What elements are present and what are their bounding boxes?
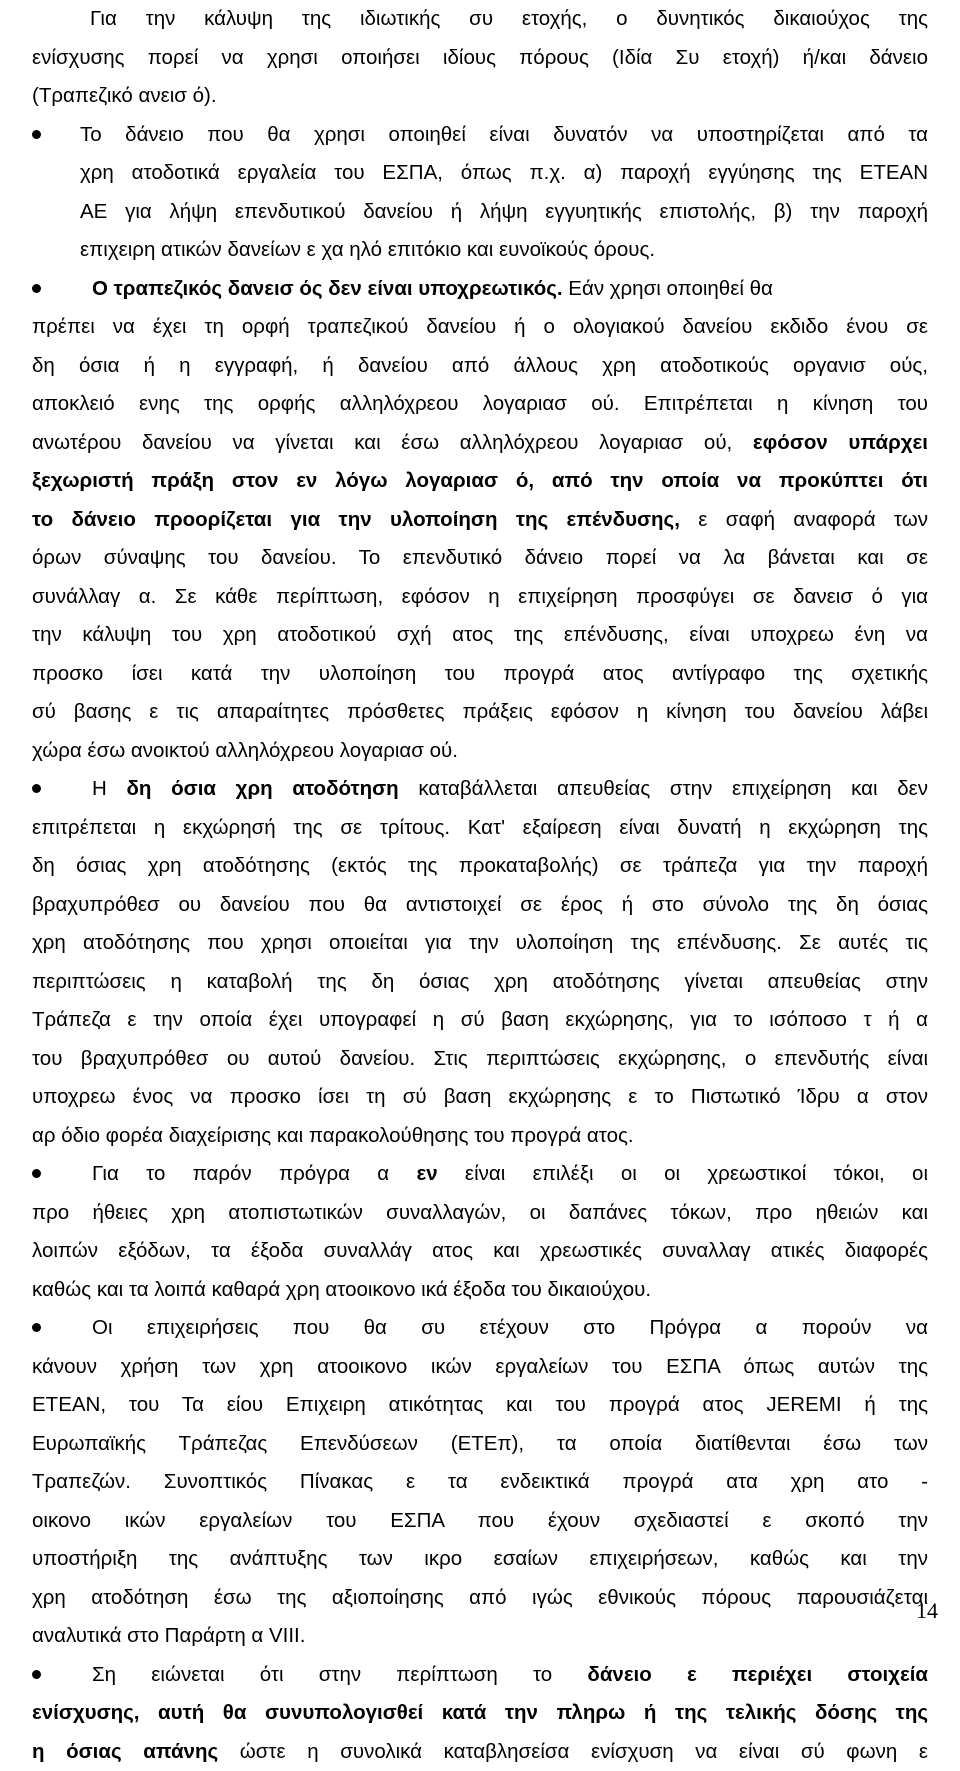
text-segment: πρέπει να έχει τη ορφή τραπεζικού δανείου ή ο ολογιακού δανείου εκδιδο ένου σε <box>32 315 928 338</box>
text-line <box>80 116 928 154</box>
text-line <box>32 886 928 924</box>
text-segment: προ ήθειες χρη ατοπιστωτικών συναλλαγών, οι δαπάνες τόκων, προ ηθειών και <box>32 1200 928 1224</box>
text-segment: ΕΤΕΑΝ, του Τα είου Επιχειρη ατικότητας και του προγρά ατος JEREMI ή της <box>32 1393 928 1416</box>
text-segment: Τραπεζών. Συνοπτικός Πίνακας ε τα ενδεικτικά προγρά ατα χρη ατο - <box>32 1470 928 1493</box>
text-line <box>32 847 928 885</box>
text-segment: χώρα έσω ανοικτού αλληλόχρεου λογαριασ ού. <box>32 738 458 762</box>
bullet-icon <box>32 1670 41 1679</box>
text-line <box>32 77 928 115</box>
text-segment: επιχειρη ατικών δανείων ε χα ηλό επιτόκιο και ευνοϊκούς όρους. <box>80 238 656 261</box>
text-segment: Για την κάλυψη της ιδιωτικής συ ετοχής, ο δυνητικός δικαιούχος της <box>90 7 928 30</box>
text-segment: είναι επιλέξι οι οι χρεωστικοί τόκοι, οι <box>437 1162 928 1185</box>
text-line <box>32 39 928 77</box>
bullet-icon <box>32 1323 41 1332</box>
text-segment: σύ βασης ε τις απαραίτητες πρόσθετες πράξεις εφόσον η κίνηση του δανείου λάβει <box>32 700 928 723</box>
bold-text: εφόσον υπάρχει <box>752 430 928 454</box>
bold-text: Ο τραπεζικός δανεισ ός δεν είναι υποχρεωτικός. <box>92 276 563 300</box>
text-segment: περιπτώσεις η καταβολή της δη όσιας χρη ατοδότησης γίνεται απευθείας στην <box>32 969 928 993</box>
text-segment: χρη ατοδότηση έσω της αξιοποίησης από ιγώς εθνικούς πόρους παρουσιάζεται <box>32 1585 928 1609</box>
text-line <box>32 1001 928 1039</box>
text-line <box>32 1463 928 1501</box>
page-number: 14 <box>916 1598 938 1623</box>
text-line <box>32 1040 928 1078</box>
text-segment: Η <box>92 777 127 800</box>
bullet-icon <box>32 784 41 793</box>
text-segment: δη όσια ή η εγγραφή, ή δανείου από άλλους χρη ατοδοτικούς οργανισ ούς, <box>32 353 928 377</box>
bullet-icon <box>32 130 41 139</box>
text-segment: (Τραπεζικό ανεισ ό). <box>32 84 217 107</box>
text-line <box>80 231 928 269</box>
text-line <box>32 578 928 616</box>
bold-text: δη όσια χρη ατοδότηση <box>126 777 399 800</box>
text-segment: Το δάνειο που θα χρησι οποιηθεί είναι δυνατόν να υποστηρίζεται από τα <box>80 122 928 146</box>
text-line <box>80 193 928 231</box>
bullet-icon <box>32 284 41 293</box>
text-line <box>32 1733 928 1771</box>
bold-text: η όσιας απάνης <box>32 1739 219 1763</box>
text-line <box>32 347 928 385</box>
text-line <box>92 1309 928 1347</box>
text-segment: λοιπών εξόδων, τα έξοδα συναλλάγ ατος και χρεωστικές συναλλαγ ατικές διαφορές <box>32 1239 928 1262</box>
text-line <box>32 732 928 770</box>
text-segment: χρη ατοδοτικά εργαλεία του ΕΣΠΑ, όπως π.χ. α) παροχή εγγύησης της ΕΤΕΑΝ <box>80 161 928 184</box>
bullet-icon <box>32 1169 41 1178</box>
text-line <box>32 1386 928 1424</box>
text-line <box>32 655 928 693</box>
text-segment: όρων σύναψης του δανείου. Το επενδυτικό δάνειο πορεί να λα βάνεται και σε <box>32 546 928 569</box>
text-line <box>92 770 928 808</box>
text-segment: υποχρεω ένος να προσκο ίσει τη σύ βαση εκχώρησης ε το Πιστωτικό Ίδρυ α στον <box>32 1085 928 1108</box>
text-line <box>32 539 928 577</box>
text-line <box>32 385 928 423</box>
text-segment: ανωτέρου δανείου να γίνεται και έσω αλληλόχρεου λογαριασ ού, <box>32 430 753 454</box>
text-segment: καταβάλλεται απευθείας στην επιχείρηση και δεν <box>398 777 928 800</box>
text-line <box>32 424 928 462</box>
text-segment: ενίσχυσης πορεί να χρησι οποιήσει ιδίους πόρους (Ιδία Συ ετοχή) ή/και δάνειο <box>32 45 928 69</box>
text-segment: του βραχυπρόθεσ ου αυτού δανείου. Στις περιπτώσεις εκχώρησης, ο επενδυτής είναι <box>32 1046 928 1070</box>
text-segment: βραχυπρόθεσ ου δανείου που θα αντιστοιχεί σε έρος ή στο σύνολο της δη όσιας <box>32 892 928 916</box>
text-segment: αποκλειό ενης της ορφής αλληλόχρεου λογαριασ ού. Επιτρέπεται η κίνηση του <box>32 392 928 415</box>
bold-text: το δάνειο προορίζεται για την υλοποίηση της επένδυσης, <box>32 507 680 531</box>
text-segment: οικονο ικών εργαλείων του ΕΣΠΑ που έχουν σχεδιαστεί ε σκοπό την <box>32 1508 928 1532</box>
text-segment: χρη ατοδότησης που χρησι οποιείται για την υλοποίηση της επένδυσης. Σε αυτές τις <box>32 931 928 954</box>
text-line <box>80 154 928 192</box>
text-segment: ώστε η συνολικά καταβλησείσα ενίσχυση να είναι σύ φωνη ε <box>218 1739 928 1763</box>
text-line <box>32 1694 928 1732</box>
text-segment: αρ όδιο φορέα διαχείρισης και παρακολούθησης του προγρά ατος. <box>32 1123 634 1147</box>
text-segment: Ευρωπαϊκής Τράπεζας Επενδύσεων (ΕΤΕπ), τα οποία διατίθενται έσω των <box>32 1431 928 1455</box>
text-line <box>32 1348 928 1386</box>
bold-text: εν <box>416 1162 438 1185</box>
text-line <box>32 616 928 654</box>
text-segment: συνάλλαγ α. Σε κάθε περίπτωση, εφόσον η επιχείρηση προσφύγει σε δανεισ ό για <box>32 584 928 608</box>
text-segment: καθώς και τα λοιπά καθαρά χρη ατοοικονο ικά έξοδα του δικαιούχου. <box>32 1277 652 1301</box>
text-line <box>32 1194 928 1232</box>
text-line <box>32 963 928 1001</box>
text-segment: αναλυτικά στο Παράρτη α VIII. <box>32 1624 306 1647</box>
text-segment: Οι επιχειρήσεις που θα συ ετέχουν στο Πρόγρα α πορούν να <box>92 1316 928 1339</box>
bold-text: ενίσχυσης, αυτή θα συνυπολογισθεί κατά την πληρω ή της τελικής δόσης της <box>32 1701 928 1724</box>
text-line <box>32 1502 928 1540</box>
text-segment: Εάν χρησι οποιηθεί θα <box>562 276 773 300</box>
text-segment: κάνουν χρήση των χρη ατοοικονο ικών εργαλείων του ΕΣΠΑ όπως αυτών της <box>32 1354 928 1378</box>
text-line <box>32 924 928 962</box>
text-segment: προσκο ίσει κατά την υλοποίηση του προγρά ατος αντίγραφο της σχετικής <box>32 661 928 685</box>
text-line <box>32 1425 928 1463</box>
text-line <box>90 0 928 38</box>
text-segment: δη όσιας χρη ατοδότησης (εκτός της προκαταβολής) σε τράπεζα για την παροχή <box>32 854 928 877</box>
text-segment: υποστήριξη της ανάπτυξης των ικρο εσαίων επιχειρήσεων, καθώς και την <box>32 1547 928 1570</box>
bold-text: ξεχωριστή πράξη στον εν λόγω λογαριασ ό, από την οποία να προκύπτει ότι <box>32 469 928 492</box>
text-line <box>32 501 928 539</box>
text-line <box>92 1656 928 1694</box>
text-segment: επιτρέπεται η εκχώρησή της σε τρίτους. Κατ' εξαίρεση είναι δυνατή η εκχώρηση της <box>32 815 928 839</box>
text-line <box>32 809 928 847</box>
text-line <box>32 1232 928 1270</box>
text-line <box>32 1540 928 1578</box>
bold-text: δάνειο ε περιέχει στοιχεία <box>587 1662 928 1686</box>
text-line <box>92 1155 928 1193</box>
text-line <box>92 270 928 308</box>
text-segment: την κάλυψη του χρη ατοδοτικού σχή ατος της επένδυσης, είναι υποχρεω ένη να <box>32 623 928 646</box>
text-segment: Ση ειώνεται ότι στην περίπτωση το <box>92 1662 588 1686</box>
text-segment: ε σαφή αναφορά των <box>679 507 928 531</box>
text-line <box>32 1271 928 1309</box>
text-segment: Για το παρόν πρόγρα α <box>92 1162 417 1185</box>
text-line <box>32 1117 928 1155</box>
text-line <box>32 1617 928 1655</box>
text-line <box>32 1579 928 1617</box>
text-line <box>32 462 928 500</box>
text-line <box>32 308 928 346</box>
text-line <box>32 693 928 731</box>
text-segment: ΑΕ για λήψη επενδυτικού δανείου ή λήψη εγγυητικής επιστολής, β) την παροχή <box>80 199 928 223</box>
text-segment: Τράπεζα ε την οποία έχει υπογραφεί η σύ βαση εκχώρησης, για το ισόποσο τ ή α <box>32 1008 928 1031</box>
text-line <box>32 1078 928 1116</box>
